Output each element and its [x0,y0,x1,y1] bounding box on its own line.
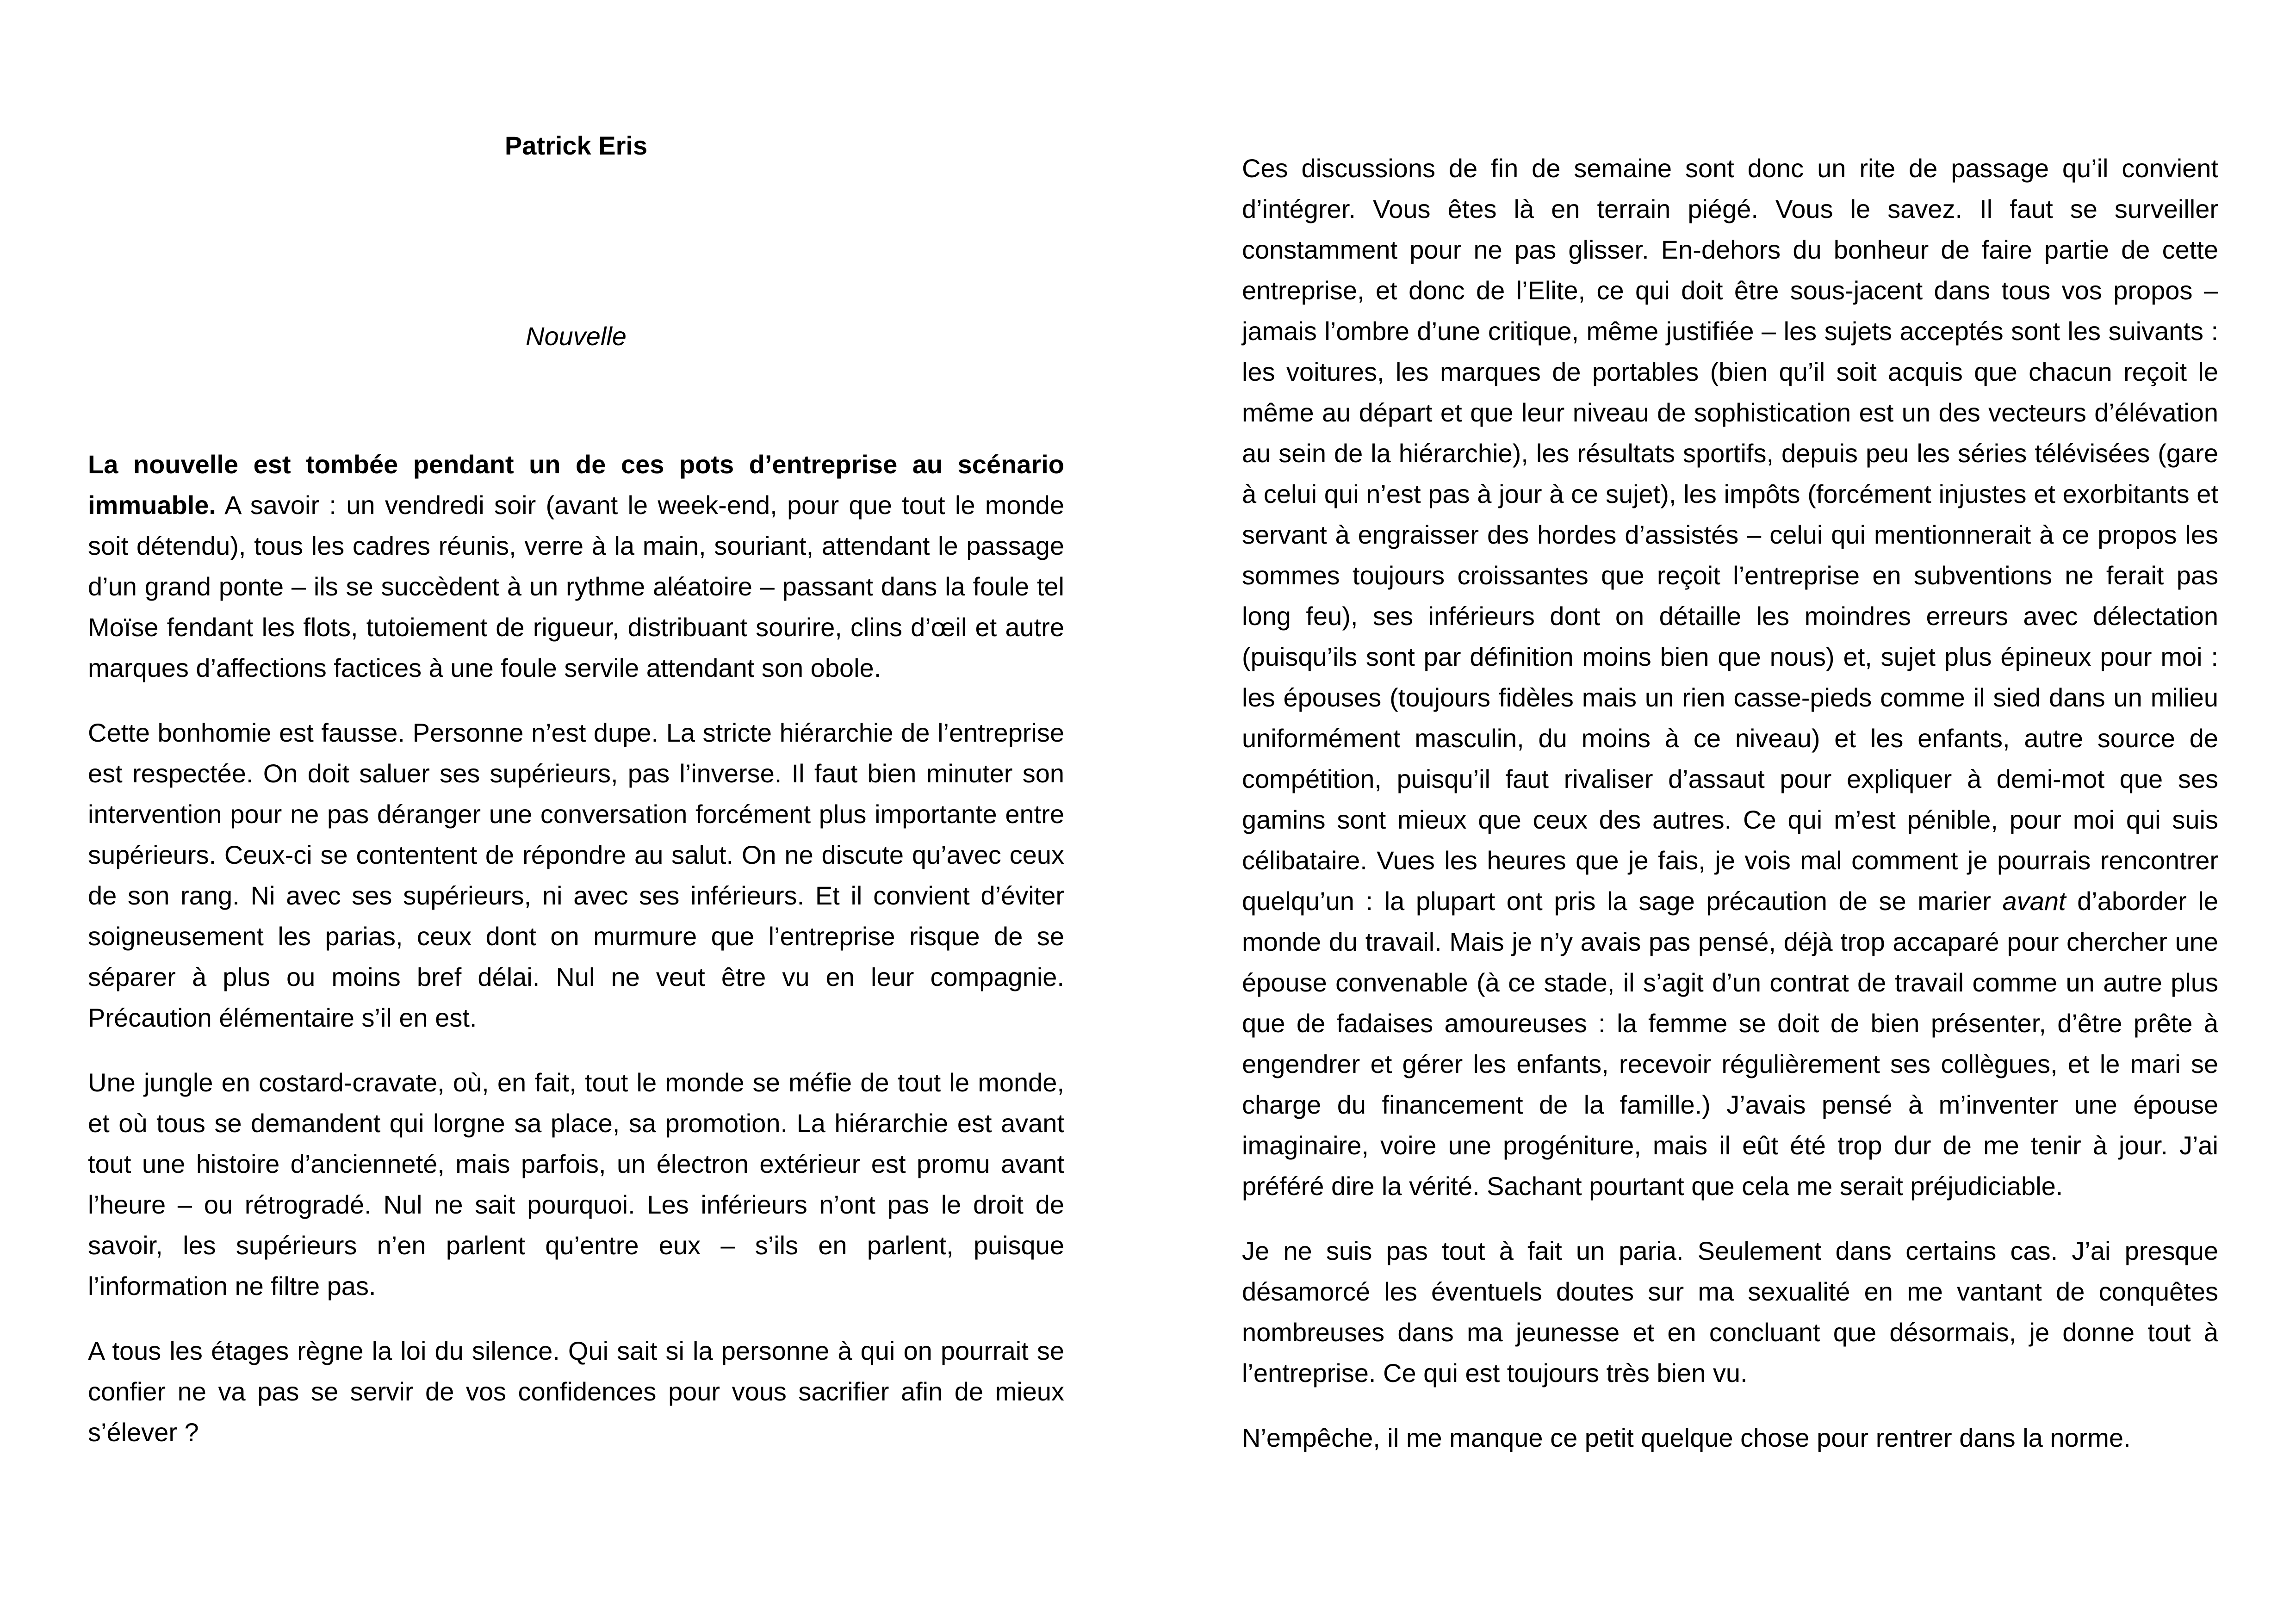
right-text-column [1242,148,2218,1482]
paragraph-3: Une jungle en costard-cravate, où, en fait, tout le monde se méfie de tout le monde, et où tous se demandent qui lorgne sa place, sa promotion. La hiérarchie est avant tout une histoire d’ancienneté, mais parfois, un électron extérieur est promu avant l’heure – ou rétrogradé. Nul ne sait pourquoi. Les inférieurs n’ont pas le droit de savoir, les supérieurs n’en parlent qu’entre eux – s’ils en parlent, puisque l’information ne filtre pas. [88,1068,1064,1301]
emphasis-avant: avant [2002,886,2066,916]
paragraph-1-body: A savoir : un vendredi soir (avant le week-end, pour que tout le monde soit détendu), tous les cadres réunis, verre à la main, souriant, attendant le passage d’un grand ponte – ils se succèdent à un rythme aléatoire – passant dans la foule tel Moïse fendant les flots, tutoiement de rigueur, distribuant sourire, clins d’œil et autre marques d’affections factices à une foule servile attendant son obole. [88,490,1064,682]
paragraph-6: Je ne suis pas tout à fait un paria. Seulement dans certains cas. J’ai presque désamorcé les éventuels doutes sur ma sexualité en me vantant de conquêtes nombreuses dans ma jeunesse et en concluant que désormais, je donne tout à l’entreprise. Ce qui est toujours très bien vu. [1242,1236,2218,1388]
paragraph-2: Cette bonhomie est fausse. Personne n’est dupe. La stricte hiérarchie de l’entreprise est respectée. On doit saluer ses supérieurs, pas l’inverse. Il faut bien minuter son intervention pour ne pas déranger une conversation forcément plus importante entre supérieurs. Ceux-ci se contentent de répondre au salut. On ne discute qu’avec ceux de son rang. Ni avec ses supérieurs, ni avec ses inférieurs. Et il convient d’éviter soigneusement les parias, ceux dont on murmure que l’entreprise risque de se séparer à plus ou moins bref délai. Nul ne veut être vu en leur compagnie. Précaution élémentaire s’il en est. [88,718,1064,1032]
paragraph-7: N’empêche, il me manque ce petit quelque chose pour rentrer dans la norme. [1242,1423,2131,1452]
lead-sentence: La nouvelle est tombée pendant un de ces pots d’entreprise au scénario immuable. [88,450,1064,520]
paragraph-5 [1242,148,2218,1207]
paragraph-1 [88,444,1064,688]
paragraph-5-part-2: d’aborder le monde du travail. Mais je n’y avais pas pensé, déjà trop accaparé pour chercher une épouse convenable (à ce stade, il s’agit d’un contrat de travail comme un autre plus que de fadaises amoureuses : la femme se doit de bien présenter, d’être prête à engendrer et gérer les enfants, recevoir régulièrement ses collègues, et le mari se charge du financement de la famille.) J’avais pensé à m’inventer une épouse imaginaire, voire une progéniture, mais il eût été trop dur de me tenir à jour. J’ai préféré dire la vérité. Sachant pourtant que cela me serait préjudiciable. [1242,886,2218,1201]
paragraph-5-part-1: Ces discussions de fin de semaine sont donc un rite de passage qu’il convient d’intégrer. Vous êtes là en terrain piégé. Vous le savez. Il faut se surveiller constamment pour ne pas glisser. En-dehors du bonheur de faire partie de cette entreprise, et donc de l’Elite, ce qui doit être sous-jacent dans tous vos propos – jamais l’ombre d’une critique, même justifiée – les sujets acceptés sont les suivants : les voitures, les marques de portables (bien qu’il soit acquis que chacun reçoit le même au départ et que leur niveau de sophistication est un des vecteurs d’élévation au sein de la hiérarchie), les résultats sportifs, depuis peu les séries télévisées (gare à celui qui n’est pas à jour à ce sujet), les impôts (forcément injustes et exorbitants et servant à engraisser des hordes d’assistés – celui qui mentionnerait à ce propos les sommes toujours croissantes que reçoit l’entreprise en subventions ne ferait pas long feu), ses inférieurs dont on détaille les moindres erreurs avec délectation (puisqu’ils sont par définition moins bien que nous) et, sujet plus épineux pour moi : les épouses (toujours fidèles mais un rien casse-pieds comme il sied dans un milieu uniformément masculin, du moins à ce niveau) et les enfants, autre source de compétition, puisqu’il faut rivaliser d’assaut pour expliquer à demi-mot que ses gamins sont mieux que ceux des autres. Ce qui m’est pénible, pour moi qui suis célibataire. Vues les heures que je fais, je vois mal comment je pourrais rencontrer quelqu’un : la plupart ont pris la sage précaution de se marier [1242,154,2218,916]
genre-label: Nouvelle [526,322,627,351]
author-name: Patrick Eris [504,131,648,160]
paragraph-4: A tous les étages règne la loi du silence. Qui sait si la personne à qui on pourrait se confier ne va pas se servir de vos confidences pour vous sacrifier afin de mieux s’élever ? [88,1336,1064,1447]
left-text-column [88,444,1064,1477]
